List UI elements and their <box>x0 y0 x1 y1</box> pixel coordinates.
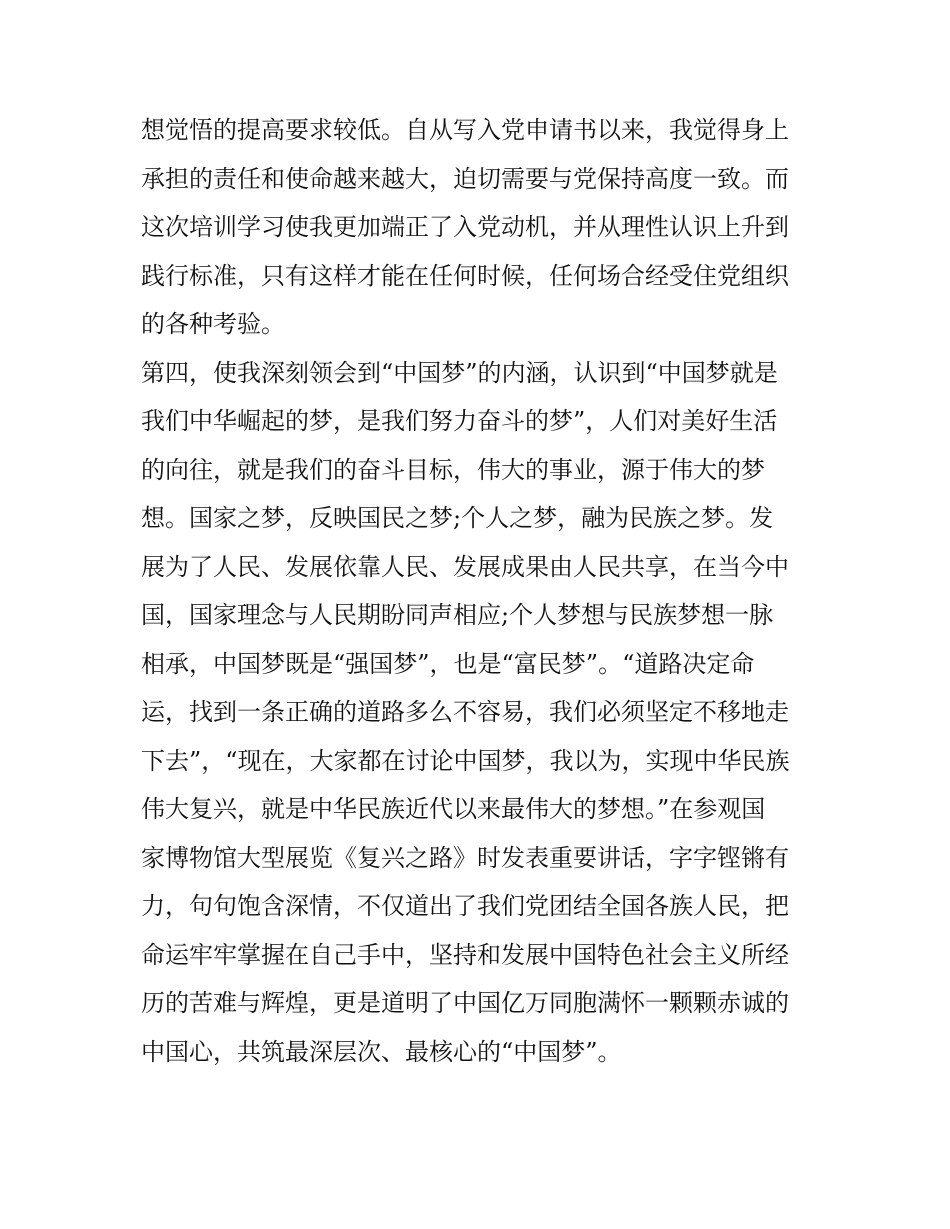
text-line: 这次培训学习使我更加端正了入党动机，并从理性认识上升到 <box>141 213 789 241</box>
text-line: 的向往，就是我们的奋斗目标，伟大的事业，源于伟大的梦 <box>141 455 765 484</box>
text-line: 承担的责任和使命越来越大，迫切需要与党保持高度一致。而 <box>141 164 789 193</box>
text-line: 下去”，“现在，大家都在讨论中国梦，我以为，实现中华民族 <box>141 746 790 775</box>
text-line: 伟大复兴，就是中华民族近代以来最伟大的梦想。”在参观国 <box>141 795 766 823</box>
text-line: 中国心，共筑最深层次、最核心的“中国梦”。 <box>141 1037 622 1066</box>
text-line: 国，国家理念与人民期盼同声相应;个人梦想与民族梦想一脉 <box>141 601 774 629</box>
text-line: 想觉悟的提高要求较低。自从写入党申请书以来，我觉得身上 <box>141 116 789 144</box>
text-line: 想。国家之梦，反映国民之梦;个人之梦，融为民族之梦。发 <box>141 504 774 532</box>
text-line: 命运牢牢掌握在自己手中，坚持和发展中国特色社会主义所经 <box>141 940 789 969</box>
body-text <box>141 106 831 1076</box>
text-line: 家博物馆大型展览《复兴之路》时发表重要讲话，字字铿锵有 <box>141 843 789 872</box>
text-line: 第四，使我深刻领会到“中国梦”的内涵，认识到“中国梦就是 <box>141 358 778 387</box>
text-line: 的各种考验。 <box>141 310 285 338</box>
text-line: 展为了人民、发展依靠人民、发展成果由人民共享，在当今中 <box>141 552 789 581</box>
text-line: 我们中华崛起的梦，是我们努力奋斗的梦”，人们对美好生活 <box>141 407 778 435</box>
text-line: 运，找到一条正确的道路多么不容易，我们必须坚定不移地走 <box>141 698 789 726</box>
text-line: 力，句句饱含深情，不仅道出了我们党团结全国各族人民，把 <box>141 892 789 920</box>
text-line: 相承，中国梦既是“强国梦”，也是“富民梦”。“道路决定命 <box>141 649 755 678</box>
text-line: 践行标准，只有这样才能在任何时候，任何场合经受住党组织 <box>141 261 789 290</box>
text-line: 历的苦难与辉煌，更是道明了中国亿万同胞满怀一颗颗赤诚的 <box>141 989 789 1017</box>
